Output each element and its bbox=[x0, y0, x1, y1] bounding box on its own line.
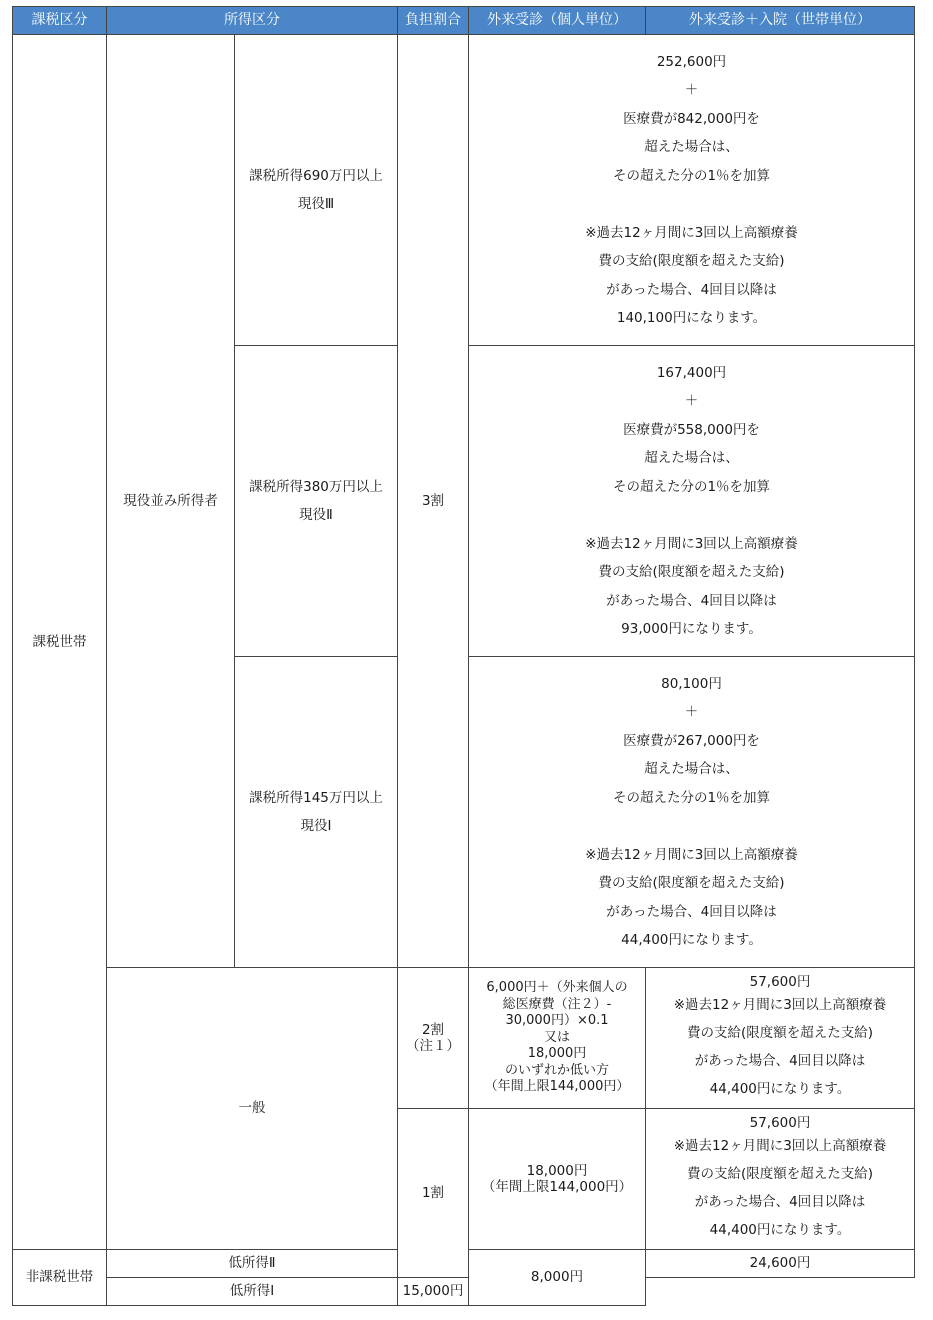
outpatient-general-2: 6,000円＋（外来個人の 総医療費（注２）- 30,000円）×0.1 又は 18,000円 のいずれか低い方 （年間上限144,000円） bbox=[469, 968, 646, 1109]
taxed-household-cell: 課税世帯 bbox=[13, 35, 107, 1250]
header-income-category: 所得区分 bbox=[107, 7, 398, 35]
header-tax-category: 課税区分 bbox=[13, 7, 107, 35]
limit-tier-1: 80,100円 ＋ 医療費が267,000円を 超えた場合は、 その超えた分の1％を加算 ※過去12ヶ月間に3回以上高額療養 費の支給(限度額を超えた支給) があった場合、4回目以降は 44,400円になります。 bbox=[469, 657, 915, 968]
header-burden-ratio: 負担割合 bbox=[398, 7, 469, 35]
low-income-1-cell: 低所得Ⅰ bbox=[107, 1278, 398, 1306]
outpatient-general-1: 18,000円 （年間上限144,000円） bbox=[469, 1109, 646, 1250]
ratio-1-cell: 1割 bbox=[398, 1109, 469, 1278]
header-outpatient: 外来受診（個人単位） bbox=[469, 7, 646, 35]
table-row bbox=[13, 968, 915, 1109]
household-low-income-2: 24,600円 bbox=[646, 1250, 915, 1278]
low-income-2-cell: 低所得Ⅱ bbox=[107, 1250, 398, 1278]
income-tier-1: 課税所得145万円以上 現役Ⅰ bbox=[235, 657, 398, 968]
limit-tier-3: 252,600円 ＋ 医療費が842,000円を 超えた場合は、 その超えた分の1％を加算 ※過去12ヶ月間に3回以上高額療養 費の支給(限度額を超えた支給) があった場合、4回目以降は 140,100円になります。 bbox=[469, 35, 915, 346]
nontaxed-household-cell: 非課税世帯 bbox=[13, 1250, 107, 1306]
outpatient-low-income: 8,000円 bbox=[469, 1250, 646, 1306]
ratio-2-cell: 2割 （注１） bbox=[398, 968, 469, 1109]
header-household: 外来受診＋入院（世帯単位） bbox=[646, 7, 915, 35]
general-income-cell: 一般 bbox=[107, 968, 398, 1250]
income-tier-2: 課税所得380万円以上 現役Ⅱ bbox=[235, 346, 398, 657]
header-row bbox=[13, 7, 915, 35]
household-general-2: 57,600円 ※過去12ヶ月間に3回以上高額療養 費の支給(限度額を超えた支給) があった場合、4回目以降は 44,400円になります。 bbox=[646, 968, 915, 1109]
household-low-income-1: 15,000円 bbox=[398, 1278, 469, 1306]
cost-limit-table bbox=[12, 6, 915, 1306]
limit-tier-2: 167,400円 ＋ 医療費が558,000円を 超えた場合は、 その超えた分の1％を加算 ※過去12ヶ月間に3回以上高額療養 費の支給(限度額を超えた支給) があった場合、4回目以降は 93,000円になります。 bbox=[469, 346, 915, 657]
table-row bbox=[13, 1278, 915, 1306]
ratio-3-cell: 3割 bbox=[398, 35, 469, 968]
table-row bbox=[13, 35, 915, 346]
active-income-cell: 現役並み所得者 bbox=[107, 35, 235, 968]
household-general-1: 57,600円 ※過去12ヶ月間に3回以上高額療養 費の支給(限度額を超えた支給) があった場合、4回目以降は 44,400円になります。 bbox=[646, 1109, 915, 1250]
income-tier-3: 課税所得690万円以上 現役Ⅲ bbox=[235, 35, 398, 346]
